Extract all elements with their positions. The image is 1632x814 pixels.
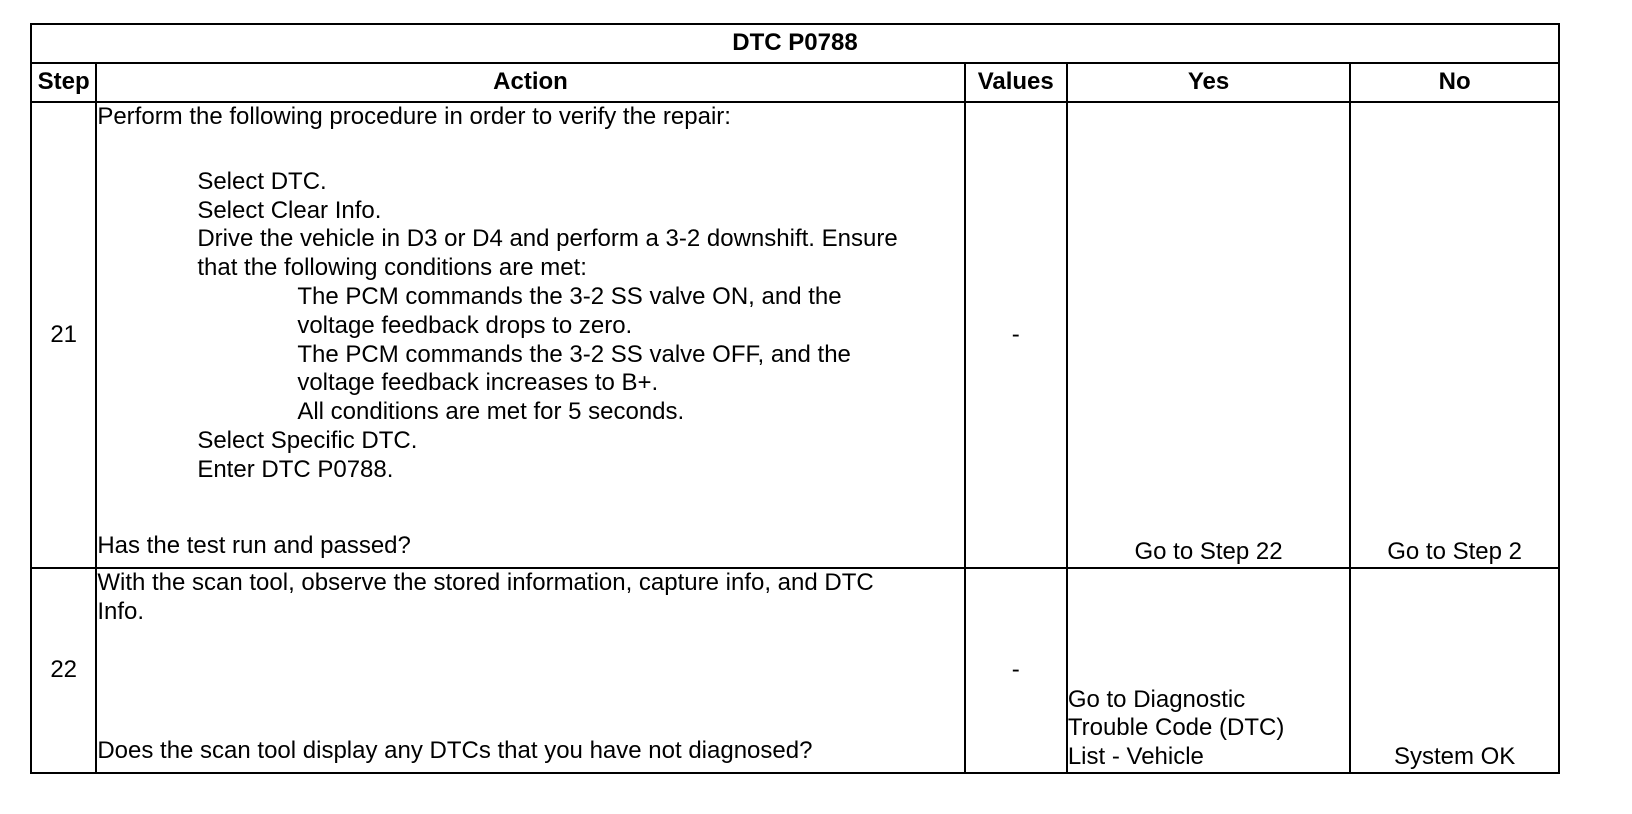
action-question: Does the scan tool display any DTCs that you have not diagnosed? [97, 737, 813, 765]
action-cell [96, 568, 964, 773]
yes-cell [1067, 568, 1350, 773]
action-step: Enter DTC P0788. [197, 455, 394, 483]
yes-text: List - Vehicle [1067, 743, 1204, 771]
action-substep: voltage feedback drops to zero. [297, 311, 633, 339]
header-values: Values [965, 63, 1067, 102]
action-intro: Info. [97, 597, 145, 625]
yes-text: Trouble Code (DTC) [1067, 714, 1285, 742]
table-row [31, 102, 1559, 568]
header-step: Step [31, 63, 96, 102]
header-action: Action [96, 63, 964, 102]
step-number: 22 [31, 568, 96, 773]
action-step: Select Clear Info. [197, 196, 382, 224]
action-step: Select DTC. [197, 167, 327, 195]
table-title: DTC P0788 [31, 24, 1559, 63]
header-yes: Yes [1067, 63, 1350, 102]
values-cell: - [965, 102, 1067, 568]
action-substep: voltage feedback increases to B+. [297, 369, 659, 397]
action-cell [96, 102, 964, 568]
action-intro: With the scan tool, observe the stored information, capture info, and DTC [97, 569, 874, 596]
no-cell: System OK [1350, 568, 1559, 773]
action-step: Drive the vehicle in D3 or D4 and perform a 3-2 downshift. Ensure [197, 225, 898, 253]
table-row [31, 568, 1559, 773]
action-step: that the following conditions are met: [197, 254, 587, 282]
yes-cell: Go to Step 22 [1067, 102, 1350, 568]
dtc-procedure-table [30, 23, 1560, 774]
action-intro: Perform the following procedure in order to verify the repair: [97, 103, 731, 130]
action-substep: The PCM commands the 3-2 SS valve OFF, and the [297, 340, 851, 368]
step-number: 21 [31, 102, 96, 568]
yes-text: Go to Diagnostic [1067, 685, 1246, 713]
values-cell: - [965, 568, 1067, 773]
no-cell: Go to Step 2 [1350, 102, 1559, 568]
header-no: No [1350, 63, 1559, 102]
action-substep: All conditions are met for 5 seconds. [297, 398, 685, 426]
action-step: Select Specific DTC. [197, 426, 418, 454]
action-question: Has the test run and passed? [97, 532, 411, 560]
action-substep: The PCM commands the 3-2 SS valve ON, and the [297, 282, 842, 310]
